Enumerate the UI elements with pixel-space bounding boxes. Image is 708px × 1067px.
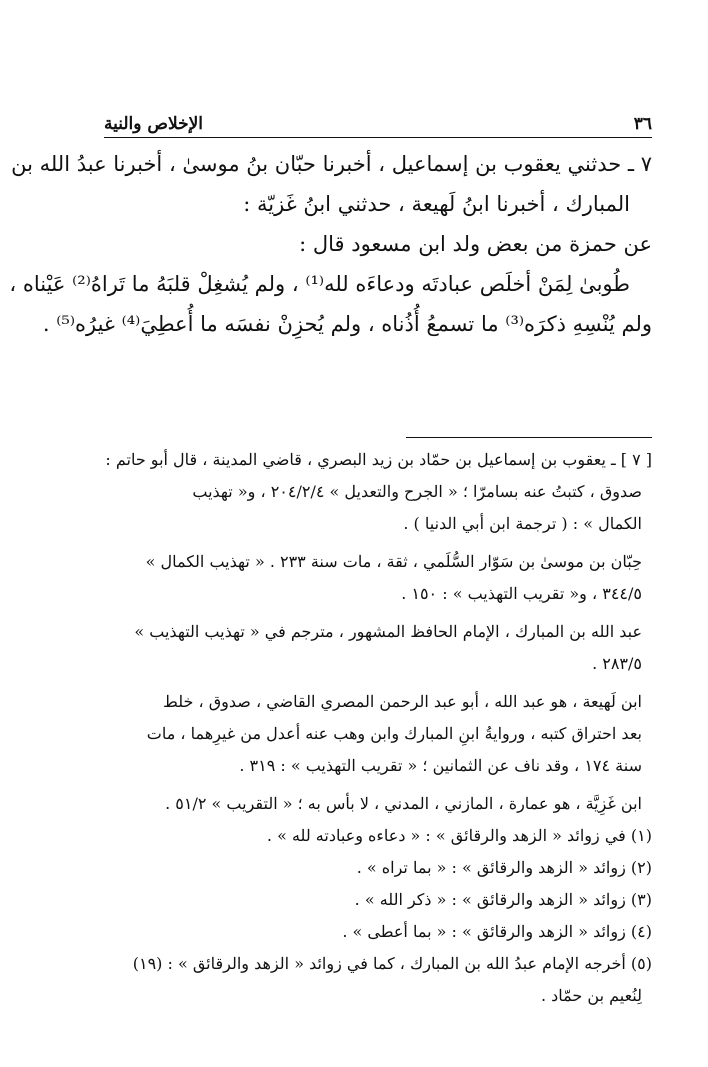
notes-section (104, 444, 652, 1012)
note-line: ابن لَهيعة ، هو عبد الله ، أبو عبد الرحمن المصري القاضي ، صدوق ، خلط (163, 692, 642, 711)
hadith-line: عن حمزة من بعض ولد ابن مسعود قال : (299, 232, 652, 256)
note-line: صدوق ، كتبتُ عنه بسامرّا ؛ « الجرح والتعديل » ٢٠٤/٢/٤ ، و« تهذيب (192, 482, 642, 501)
footnote: (١) في زوائد « الزهد والرقائق » : « دعاءه وعبادته لله » . (266, 826, 652, 845)
note-line: ابن غَزِيَّة ، هو عمارة ، المازني ، المدني ، لا بأس به ؛ « التقريب » ٥١/٢ . (165, 794, 642, 813)
footnote: (٥) أخرجه الإمام عبدُ الله بن المبارك ، كما في زوائد « الزهد والرقائق » : (١٩) (132, 954, 652, 973)
note-line: ٢٨٣/٥ . (592, 654, 642, 673)
running-title: الإخلاص والنية (104, 114, 204, 134)
hadith-text (9, 144, 652, 344)
note-line: ٣٤٤/٥ ، و« تقريب التهذيب » : ١٥٠ . (401, 584, 642, 603)
hadith-line: ولم يُنْسِهِ ذكرَه⁽³⁾ ما تسمعُ أُذُناه ، ولم يُحزِنْ نفسَه ما أُعطِيَ⁽⁴⁾ غيرُه⁽⁵⁾ . (42, 312, 652, 336)
page-number: ٣٦ (633, 114, 652, 134)
hadith-line: المبارك ، أخبرنا ابنُ لَهيعة ، حدثني ابنُ غَزيّة : (243, 192, 630, 216)
notes-rule (406, 437, 652, 438)
note-line: عبد الله بن المبارك ، الإمام الحافظ المشهور ، مترجم في « تهذيب التهذيب » (134, 622, 642, 641)
header-rule (104, 137, 652, 138)
note-line: [ ٧ ] ـ يعقوب بن إسماعيل بن حمّاد بن زيد البصري ، قاضي المدينة ، قال أبو حاتم : (105, 450, 652, 469)
note-line: بعد احتراق كتبه ، وروايةُ ابنِ المبارك وابن وهب عنه أعدل من غيرِهما ، مات (146, 724, 642, 743)
page-header (104, 108, 652, 134)
footnote: (٢) زوائد « الزهد والرقائق » : « بما تراه » . (356, 858, 652, 877)
note-line: حِبّان بن موسىٰ بن سَوّار السُّلَمي ، ثقة ، مات سنة ٢٣٣ . « تهذيب الكمال » (145, 552, 642, 571)
note-line: سنة ١٧٤ ، وقد ناف عن الثمانين ؛ « تقريب التهذيب » : ٣١٩ . (239, 756, 642, 775)
note-line: الكمال » : ( ترجمة ابن أبي الدنيا ) . (403, 514, 642, 533)
hadith-line: طُوبىٰ لِمَنْ أخلَص عبادتَه ودعاءَه لله⁽¹⁾ ، ولم يُشغِلْ قلبَهُ ما تَراهُ⁽²⁾ عَيْناه ، (9, 272, 630, 296)
footnote: (٣) زوائد « الزهد والرقائق » : « ذكر الله » . (354, 890, 652, 909)
footnote: لِنُعيم بن حمّاد . (540, 986, 642, 1005)
footnote: (٤) زوائد « الزهد والرقائق » : « بما أعطى » . (342, 922, 652, 941)
hadith-line: ٧ ـ حدثني يعقوب بن إسماعيل ، أخبرنا حبّان بنُ موسىٰ ، أخبرنا عبدُ الله بن (11, 152, 652, 176)
